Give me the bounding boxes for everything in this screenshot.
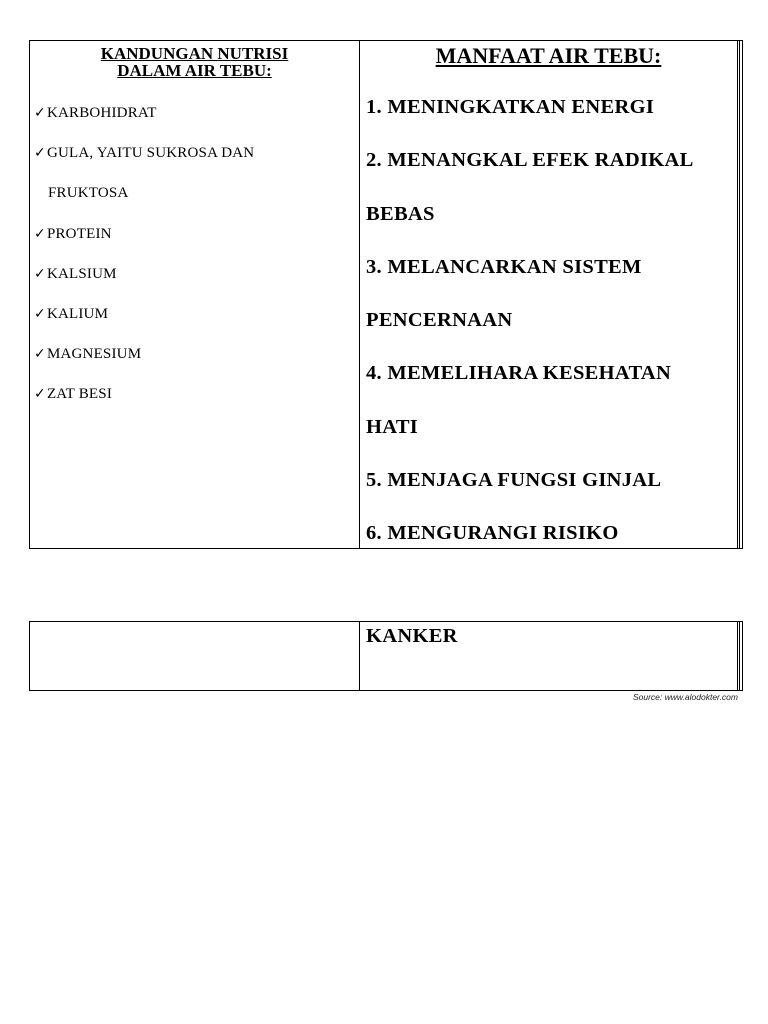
nutrient-item (30, 214, 359, 254)
nutrition-benefits-table (29, 40, 743, 549)
nutrient-item (30, 133, 359, 173)
nutrient-label: FRUKTOSA (48, 185, 129, 202)
continuation-table (29, 621, 743, 691)
nutrient-item (30, 334, 359, 374)
benefit-item-continued: BEBAS (366, 202, 435, 225)
benefit-item-continued: PENCERNAAN (366, 309, 513, 332)
continuation-right-cell (360, 622, 740, 690)
check-icon: ✓ (34, 105, 46, 121)
check-icon: ✓ (34, 225, 46, 242)
benefit-item: 6. MENGURANGI RISIKO (366, 522, 619, 545)
nutrient-list (30, 93, 359, 415)
nutrition-column (30, 41, 360, 548)
nutrition-heading-line-1: KANDUNGAN NUTRISI (100, 44, 289, 63)
nutrient-label: ZAT BESI (46, 386, 113, 403)
continuation-left-cell (30, 622, 360, 690)
nutrient-item (30, 374, 359, 414)
source-credit: Source: www.alodokter.com (632, 692, 738, 702)
check-icon: ✓ (34, 265, 46, 282)
benefits-column (360, 41, 740, 548)
benefit-item-continued: HATI (366, 415, 419, 438)
nutrient-item-continued (30, 173, 359, 213)
nutrient-label: KALSIUM (46, 265, 117, 282)
nutrient-label: KARBOHIDRAT (46, 105, 157, 121)
nutrient-item (30, 254, 359, 294)
benefits-heading: MANFAAT AIR TEBU: (435, 43, 662, 68)
check-icon: ✓ (34, 306, 46, 323)
benefit-item: 1. MENINGKATKAN ENERGI (366, 96, 655, 118)
nutrient-item (30, 93, 359, 133)
benefit-item: 2. MENANGKAL EFEK RADIKAL (366, 149, 694, 172)
check-icon: ✓ (34, 145, 46, 162)
benefit-item: 5. MENJAGA FUNGSI GINJAL (366, 469, 662, 492)
benefit-item: 4. MEMELIHARA KESEHATAN (366, 362, 672, 385)
nutrient-label: MAGNESIUM (46, 346, 142, 363)
check-icon: ✓ (34, 346, 46, 363)
benefit-item: 3. MELANCARKAN SISTEM (366, 255, 642, 278)
benefit-list (360, 94, 737, 574)
nutrient-label: PROTEIN (46, 225, 112, 242)
nutrient-label: KALIUM (46, 306, 109, 323)
check-icon: ✓ (34, 386, 46, 403)
nutrition-heading-line-2: DALAM AIR TEBU: (117, 61, 272, 80)
nutrient-item (30, 294, 359, 334)
nutrient-label: GULA, YAITU SUKROSA DAN (46, 145, 255, 162)
benefit-item-continued: KANKER (366, 625, 458, 647)
nutrition-heading (30, 45, 359, 79)
